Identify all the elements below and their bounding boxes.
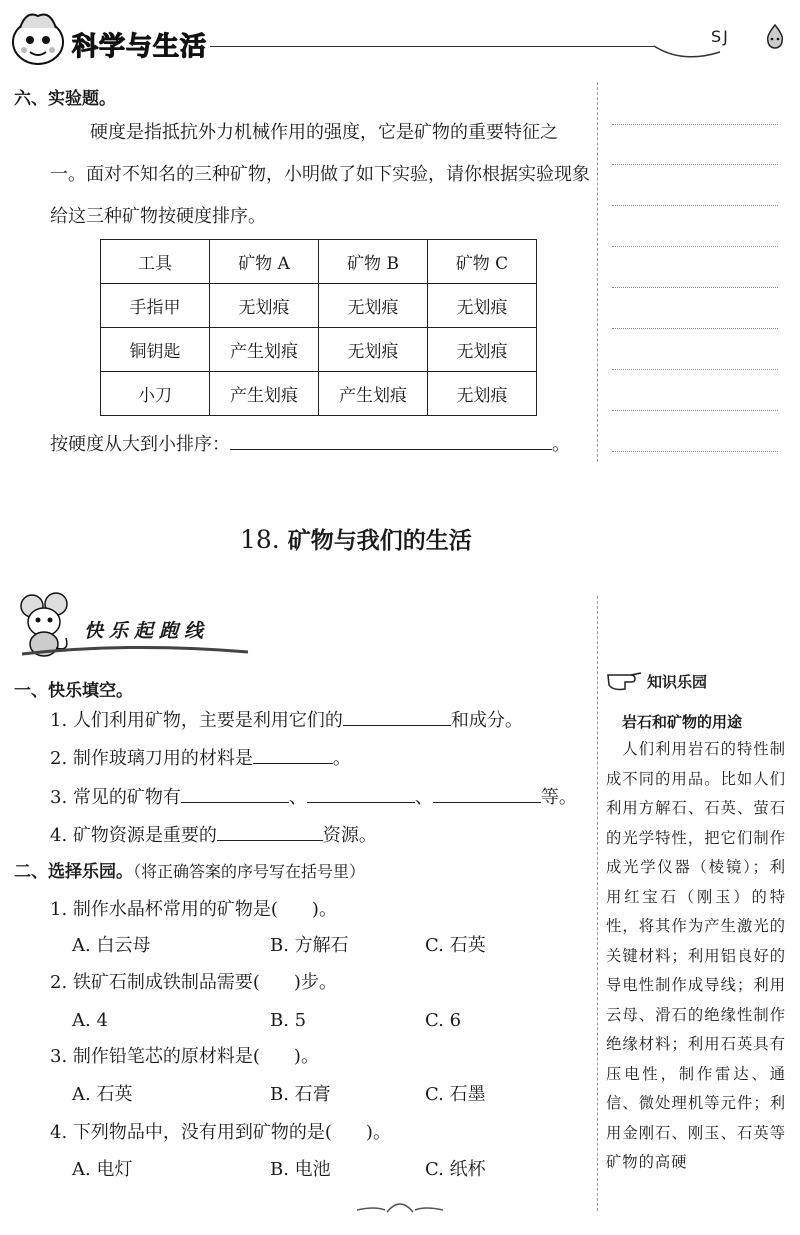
answer-blank[interactable] <box>217 840 323 841</box>
note-line <box>612 451 778 452</box>
table-header-cell: 矿物 C <box>428 240 537 284</box>
answer-blank[interactable] <box>253 763 333 764</box>
question-text: 4. 下列物品中，没有用到矿物的是( <box>50 1122 332 1143</box>
table-row <box>101 372 537 416</box>
choice-note: （将正确答案的序号写在括号里） <box>133 862 366 881</box>
separator: 、 <box>288 787 307 808</box>
option-b[interactable]: B. 电池 <box>270 1159 331 1180</box>
table-cell: 产生划痕 <box>210 372 319 416</box>
column-divider-top <box>597 82 598 462</box>
option-b[interactable]: B. 石膏 <box>270 1084 331 1105</box>
choice-options <box>72 1153 486 1187</box>
option-b[interactable]: B. 方解石 <box>270 935 349 956</box>
lesson-name: 矿物与我们的生活 <box>287 528 472 554</box>
answer-blank[interactable] <box>343 725 451 726</box>
drop-icon <box>762 22 788 54</box>
answer-blank[interactable] <box>181 802 289 803</box>
question-text: 2. 制作玻璃刀用的材料是 <box>50 748 253 769</box>
table-cell: 无划痕 <box>210 284 319 328</box>
banner-title: 快乐起跑线 <box>84 620 210 642</box>
choice-options <box>72 1004 461 1038</box>
note-line <box>612 410 778 411</box>
table-header-row <box>101 240 537 284</box>
question-text: )。 <box>365 1122 391 1143</box>
lesson-number: 18. <box>240 525 280 554</box>
choice-options <box>72 1078 486 1112</box>
option-c[interactable]: C. 纸杯 <box>425 1159 486 1180</box>
note-line <box>612 369 778 370</box>
fill-question-1 <box>50 704 523 738</box>
table-row <box>101 284 537 328</box>
question-text: 4. 矿物资源是重要的 <box>50 825 217 846</box>
table-cell: 手指甲 <box>101 284 210 328</box>
table-cell: 无划痕 <box>428 284 537 328</box>
note-line <box>612 164 778 165</box>
book-title: 科学与生活 <box>72 32 208 62</box>
answer-row <box>50 428 570 462</box>
note-line <box>612 328 778 329</box>
option-a[interactable]: A. 石英 <box>72 1084 133 1105</box>
experiment-paragraph: 硬度是指抵抗外力机械作用的强度，它是矿物的重要特征之一。面对不知名的三种矿物，小明做了如下实验，请你根据实验现象给这三种矿物按硬度排序。 <box>50 122 590 227</box>
note-line <box>612 246 778 247</box>
fill-heading: 一、快乐填空。 <box>14 681 133 701</box>
note-line <box>612 287 778 288</box>
answer-prompt: 按硬度从大到小排序： <box>50 434 230 455</box>
choice-options <box>72 929 486 963</box>
table-row <box>101 328 537 372</box>
option-a[interactable]: A. 电灯 <box>72 1159 133 1180</box>
question-text: )。 <box>311 899 337 920</box>
question-text: 1. 制作水晶杯常用的矿物是( <box>50 899 278 920</box>
hardness-table <box>100 239 537 416</box>
question-text: 。 <box>332 748 351 769</box>
question-text: 2. 铁矿石制成铁制品需要( <box>50 972 260 993</box>
sidebar-title: 岩石和矿物的用途 <box>622 713 743 731</box>
sidebar-label: 知识乐园 <box>647 673 708 691</box>
question-text: )步。 <box>293 972 337 993</box>
pointing-hand-icon <box>605 667 645 697</box>
choice-question <box>50 893 337 927</box>
table-cell: 产生划痕 <box>210 328 319 372</box>
choice-question <box>50 966 337 1000</box>
question-text: 资源。 <box>322 825 377 846</box>
option-a[interactable]: A. 4 <box>72 1010 108 1031</box>
answer-blank[interactable] <box>230 449 552 450</box>
note-line <box>612 124 778 125</box>
table-cell: 无划痕 <box>428 328 537 372</box>
choice-question <box>50 1040 319 1074</box>
answer-blank[interactable] <box>307 802 415 803</box>
question-text: )。 <box>293 1046 319 1067</box>
option-c[interactable]: C. 6 <box>425 1010 462 1031</box>
lesson-title <box>240 522 472 555</box>
separator: 、 <box>414 787 433 808</box>
experiment-heading: 六、实验题。 <box>14 89 116 109</box>
sidebar-body: 人们利用岩石的特性制成不同的用品。比如人们利用方解石、石英、萤石的光学特性，把它们制作成光学仪器（棱镜）；利用红宝石（刚玉）的特性，将其作为产生激光的关键材料；利用铝良好的导电性制作成导线；利用云母、滑石的绝缘性制作绝缘材料；利用石英具有压电性，制作雷达、通信、微处理机等元件；利用金刚石、刚玉、石英等矿物的高硬 <box>606 740 786 1171</box>
note-line <box>612 205 778 206</box>
choice-heading: 二、选择乐园。 <box>14 862 133 882</box>
answer-blank[interactable] <box>433 802 541 803</box>
choice-question <box>50 1116 391 1150</box>
question-text: 3. 制作铅笔芯的原材料是( <box>50 1046 260 1067</box>
table-cell: 无划痕 <box>428 372 537 416</box>
table-cell: 小刀 <box>101 372 210 416</box>
choice-heading-row <box>14 857 365 882</box>
option-c[interactable]: C. 石墨 <box>425 1084 486 1105</box>
page-ornament <box>355 1196 445 1220</box>
question-text: 等。 <box>540 787 577 808</box>
fill-question-3 <box>50 781 577 815</box>
question-text: 3. 常见的矿物有 <box>50 787 181 808</box>
table-header-cell: 矿物 A <box>210 240 319 284</box>
option-a[interactable]: A. 白云母 <box>72 935 151 956</box>
column-divider-bottom <box>597 596 598 1211</box>
banner-swoosh <box>20 640 250 666</box>
table-cell: 铜钥匙 <box>101 328 210 372</box>
question-text: 和成分。 <box>450 710 523 731</box>
edition-code: SJ <box>711 27 730 46</box>
option-b[interactable]: B. 5 <box>270 1010 307 1031</box>
question-text: 1. 人们利用矿物，主要是利用它们的 <box>50 710 343 731</box>
option-c[interactable]: C. 石英 <box>425 935 486 956</box>
fill-question-2 <box>50 742 351 776</box>
mascot-logo <box>6 8 70 74</box>
table-cell: 产生划痕 <box>319 372 428 416</box>
table-cell: 无划痕 <box>319 284 428 328</box>
table-cell: 无划痕 <box>319 328 428 372</box>
table-header-cell: 矿物 B <box>319 240 428 284</box>
fill-question-4 <box>50 819 377 853</box>
answer-end: 。 <box>552 434 570 455</box>
header-rule <box>210 46 655 47</box>
table-header-cell: 工具 <box>101 240 210 284</box>
